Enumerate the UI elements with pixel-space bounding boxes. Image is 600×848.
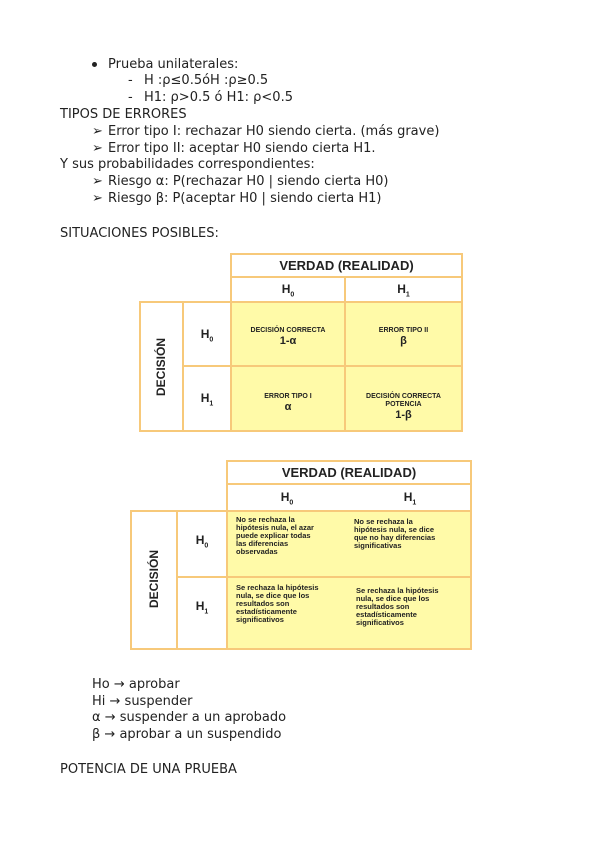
table1-cell-power: DECISIÓN CORRECTA POTENCIA 1-β — [344, 365, 463, 432]
table1-title-cell — [230, 253, 463, 278]
arrow-icon: ➢ — [92, 191, 103, 206]
situations-heading: SITUACIONES POSIBLES: — [60, 226, 219, 241]
potencia-heading: POTENCIA DE UNA PRUEBA — [60, 762, 237, 777]
errors-heading: TIPOS DE ERRORES — [60, 107, 187, 122]
sub-item-2: H1: ρ>0.5 ó H1: ρ<0.5 — [144, 90, 293, 105]
legend-line-1: Ho → aprobar — [92, 677, 180, 692]
arrow-icon: ➢ — [92, 174, 103, 189]
probs-heading: Y sus probabilidades correspondientes: — [60, 157, 315, 172]
bullet-dot-icon — [92, 62, 97, 67]
table1-row-h0: $H_0$ — [182, 301, 232, 367]
legend-line-4: β → aprobar a un suspendido — [92, 727, 282, 742]
table2-col-h0: $H_0$ — [280, 490, 294, 507]
table2-row-h0: $H_0$ — [195, 533, 209, 550]
arrow-icon: ➢ — [92, 124, 103, 139]
error-item-1: Error tipo I: rechazar H0 siendo cierta. (más grave) — [108, 124, 440, 139]
table2-divider-h — [176, 576, 472, 578]
table1-side-label: DECISIÓN — [154, 338, 168, 397]
table2-title: VERDAD (REALIDAD) — [281, 465, 417, 480]
sub-item-1: H :ρ≤0.5óH :ρ≥0.5 — [144, 73, 269, 88]
arrow-icon: ➢ — [92, 141, 103, 156]
table2-col-h1: $H_1$ — [403, 490, 417, 507]
table2-cell-h0-h0: No se rechaza la hipótesis nula, el azar puede explicar todas las diferencias observadas — [236, 515, 314, 556]
dash-marker: - — [128, 90, 133, 105]
table1-title: VERDAD (REALIDAD) — [279, 258, 414, 273]
table2-title-cell — [226, 460, 472, 485]
table2-cell-h1-h1: Se rechaza la hipótesis nula, se dice que los resultados son estadísticamente significativos — [356, 586, 439, 627]
legend-line-3: α → suspender a un aprobado — [92, 710, 287, 725]
table1-col-h0: $H_0$ — [230, 276, 346, 303]
table1-cell-error-type-2: ERROR TIPO II β — [344, 301, 463, 367]
table1-cell-error-type-1: ERROR TIPO I α — [230, 365, 346, 432]
error-item-2: Error tipo II: aceptar H0 siendo cierta H1. — [108, 141, 376, 156]
table2-row-h1: $H_1$ — [195, 599, 209, 616]
table1-row-h1: $H_1$ — [182, 365, 232, 432]
dash-marker: - — [128, 73, 133, 88]
prob-item-2: Riesgo β: P(aceptar H0 | siendo cierta H1) — [108, 191, 382, 206]
table2-cell-h0-h1: No se rechaza la hipótesis nula, se dice que no hay diferencias significativas — [354, 517, 436, 550]
legend-line-2: Hi → suspender — [92, 694, 193, 709]
table2-side-label: DECISIÓN — [147, 550, 161, 609]
table1-col-h1: $H_1$ — [344, 276, 463, 303]
table2-cell-h1-h0: Se rechaza la hipótesis nula, se dice que los resultados son estadísticamente significativos — [236, 583, 319, 624]
bullet-prueba-unilaterales: Prueba unilaterales: — [108, 57, 239, 72]
prob-item-1: Riesgo α: P(rechazar H0 | siendo cierta H0) — [108, 174, 389, 189]
table1-cell-correct-decision: DECISIÓN CORRECTA 1-α — [230, 301, 346, 367]
